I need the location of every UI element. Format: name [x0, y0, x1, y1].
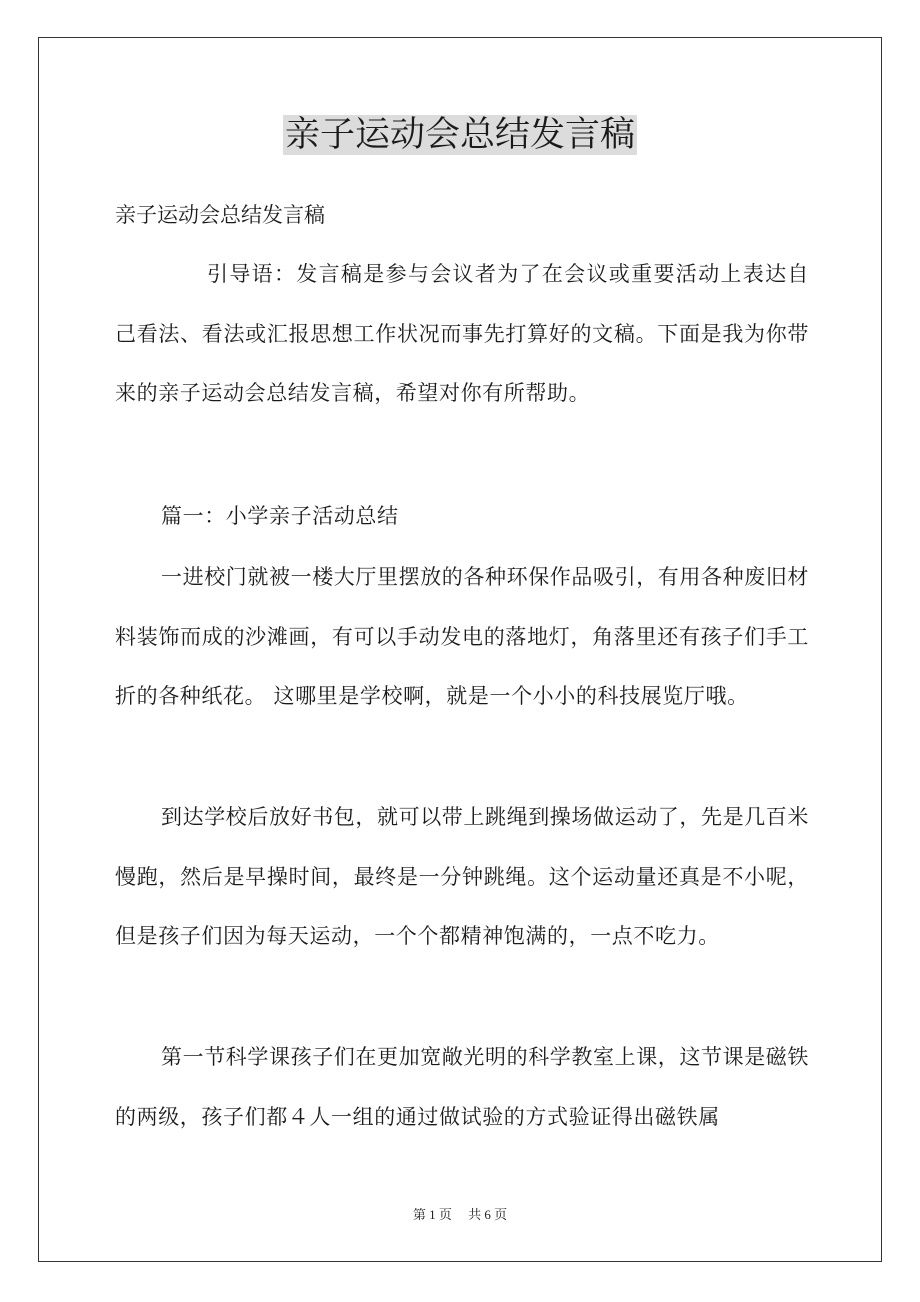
- intro-paragraph: 引导语：发言稿是参与会议者为了在会议或重要活动上表达自己看法、看法或汇报思想工作状况而事先打算好的文稿。下面是我为你带来的亲子运动会总结发言稿，希望对你有所帮助。: [115, 262, 809, 405]
- page-number-footer: 第 1 页 共 6 页: [412, 1207, 508, 1222]
- document-subtitle: 亲子运动会总结发言稿: [115, 203, 325, 227]
- document-title-text: 亲子运动会总结发言稿: [284, 115, 635, 155]
- body-paragraph-3: 第一节科学课孩子们在更加宽敞光明的科学教室上课，这节课是磁铁的两级，孩子们都４人一组的通过做试验的方式验证得出磁铁属: [115, 1045, 809, 1129]
- body-paragraph-2: 到达学校后放好书包，就可以带上跳绳到操场做运动了，先是几百米慢跑，然后是早操时间，最终是一分钟跳绳。这个运动量还真是不小呢，但是孩子们因为每天运动，一个个都精神饱满的，一点不吃力。: [115, 805, 809, 948]
- document-title: [0, 112, 920, 158]
- section-heading: 篇一：小学亲子活动总结: [161, 504, 399, 528]
- body-paragraph-1: 一进校门就被一楼大厅里摆放的各种环保作品吸引，有用各种废旧材料装饰而成的沙滩画，有可以手动发电的落地灯，角落里还有孩子们手工折的各种纸花。 这哪里是学校啊，就是一个小小的科技展览厅哦。: [115, 565, 809, 708]
